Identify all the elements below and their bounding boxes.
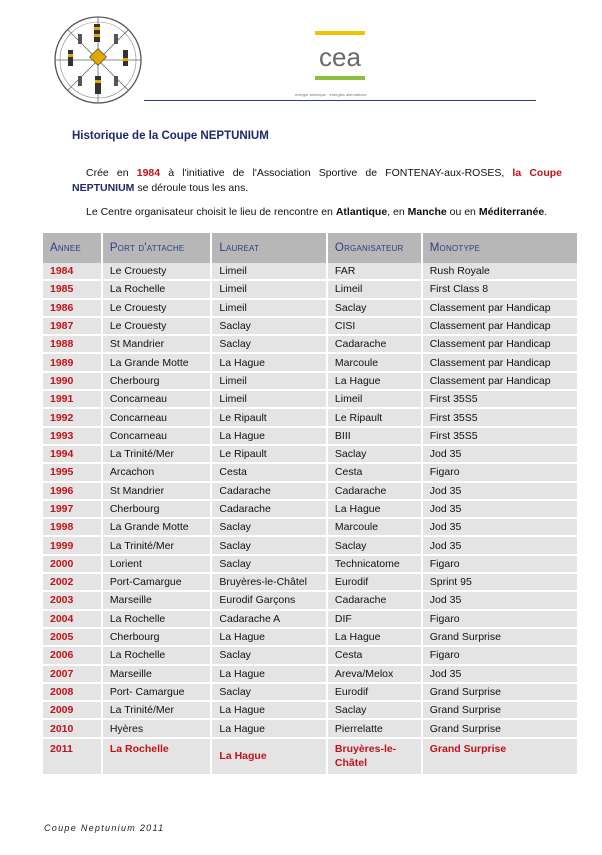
cell-organisateur: Saclay <box>328 300 423 318</box>
cell-laureat: La Hague <box>212 666 328 684</box>
cell-laureat: Cadarache A <box>212 611 328 629</box>
table-row <box>43 629 577 647</box>
cell-monotype: First 35S5 <box>423 409 577 427</box>
cell-port: Port- Camargue <box>103 684 213 702</box>
cell-port: Le Crouesty <box>103 263 213 281</box>
cell-organisateur: Eurodif <box>328 684 423 702</box>
cea-logo-text: cea <box>319 42 361 72</box>
cell-laureat: Limeil <box>212 281 328 299</box>
table-row <box>43 409 577 427</box>
cell-year: 2002 <box>43 574 103 592</box>
cell-organisateur: Saclay <box>328 446 423 464</box>
cell-monotype: Jod 35 <box>423 519 577 537</box>
cell-year: 2000 <box>43 556 103 574</box>
col-header-organisateur: Organisateur <box>328 233 423 263</box>
cell-monotype: Classement par Handicap <box>423 336 577 354</box>
cell-year: 2009 <box>43 702 103 720</box>
cell-year: 1989 <box>43 354 103 372</box>
cell-monotype: Jod 35 <box>423 483 577 501</box>
cell-laureat: Le Ripault <box>212 409 328 427</box>
cell-organisateur: Le Ripault <box>328 409 423 427</box>
cell-organisateur: Limeil <box>328 391 423 409</box>
cell-monotype: Sprint 95 <box>423 574 577 592</box>
table-row <box>43 574 577 592</box>
cell-monotype: Classement par Handicap <box>423 300 577 318</box>
cea-logo <box>285 28 395 100</box>
table-row <box>43 281 577 299</box>
cell-monotype: Classement par Handicap <box>423 354 577 372</box>
page-title: Historique de la Coupe NEPTUNIUM <box>72 130 269 142</box>
cell-year: 1987 <box>43 318 103 336</box>
table-row <box>43 592 577 610</box>
cell-monotype: First Class 8 <box>423 281 577 299</box>
cell-monotype: Jod 35 <box>423 666 577 684</box>
cell-port: Concarneau <box>103 428 213 446</box>
cell-year: 1998 <box>43 519 103 537</box>
cell-year: 1988 <box>43 336 103 354</box>
cell-port: La Trinité/Mer <box>103 702 213 720</box>
cell-port: Cherbourg <box>103 373 213 391</box>
cell-port: Hyères <box>103 720 213 738</box>
cell-organisateur: BIII <box>328 428 423 446</box>
cell-monotype: Grand Surprise <box>423 684 577 702</box>
history-table <box>43 233 577 776</box>
neptunium-emblem-logo <box>52 14 144 106</box>
cea-tagline: énergie atomique · énergies alternatives <box>295 92 367 97</box>
cell-monotype: Figaro <box>423 556 577 574</box>
cell-monotype: Grand Surprise <box>423 629 577 647</box>
table-row <box>43 702 577 720</box>
cell-organisateur: Marcoule <box>328 354 423 372</box>
cell-laureat: La Hague <box>212 428 328 446</box>
cell-year: 1999 <box>43 537 103 555</box>
table-row <box>43 556 577 574</box>
cell-laureat: Saclay <box>212 684 328 702</box>
cell-organisateur: Areva/Melox <box>328 666 423 684</box>
cell-organisateur: DIF <box>328 611 423 629</box>
cell-laureat: Limeil <box>212 373 328 391</box>
cell-port: La Rochelle <box>103 647 213 665</box>
cell-year: 1994 <box>43 446 103 464</box>
table-row <box>43 391 577 409</box>
table-row-current <box>43 739 577 776</box>
cell-year: 2007 <box>43 666 103 684</box>
cell-laureat: Cadarache <box>212 483 328 501</box>
cell-monotype: First 35S5 <box>423 391 577 409</box>
table-row <box>43 537 577 555</box>
cell-organisateur: La Hague <box>328 629 423 647</box>
cell-port: Concarneau <box>103 409 213 427</box>
cell-monotype: First 35S5 <box>423 428 577 446</box>
cell-organisateur: Cadarache <box>328 336 423 354</box>
cell-laureat: La Hague <box>212 720 328 738</box>
cell-laureat: Saclay <box>212 519 328 537</box>
cell-organisateur: La Hague <box>328 373 423 391</box>
cell-monotype: Classement par Handicap <box>423 373 577 391</box>
cell-laureat: La Hague <box>212 739 328 776</box>
col-header-annee: Annee <box>43 233 103 263</box>
cell-organisateur: Marcoule <box>328 519 423 537</box>
cell-organisateur: Eurodif <box>328 574 423 592</box>
cell-monotype: Figaro <box>423 611 577 629</box>
cell-laureat: La Hague <box>212 629 328 647</box>
cell-organisateur: Technicatome <box>328 556 423 574</box>
cell-year: 2003 <box>43 592 103 610</box>
table-row <box>43 464 577 482</box>
cell-organisateur: Bruyères-le-Châtel <box>328 739 423 776</box>
cell-monotype: Jod 35 <box>423 501 577 519</box>
cell-year: 2008 <box>43 684 103 702</box>
cell-organisateur: Cesta <box>328 464 423 482</box>
table-row <box>43 318 577 336</box>
cell-year: 2010 <box>43 720 103 738</box>
cell-year: 2004 <box>43 611 103 629</box>
cell-laureat: Cadarache <box>212 501 328 519</box>
table-row <box>43 354 577 372</box>
cell-port: La Grande Motte <box>103 354 213 372</box>
cell-monotype: Grand Surprise <box>423 702 577 720</box>
cell-port: Marseille <box>103 592 213 610</box>
cell-year: 2005 <box>43 629 103 647</box>
table-row <box>43 446 577 464</box>
cell-monotype: Classement par Handicap <box>423 318 577 336</box>
cell-organisateur: Saclay <box>328 702 423 720</box>
cell-organisateur: Limeil <box>328 281 423 299</box>
cell-port: Lorient <box>103 556 213 574</box>
col-header-port: Port d'attache <box>103 233 213 263</box>
cell-laureat: Saclay <box>212 556 328 574</box>
cell-laureat: Saclay <box>212 647 328 665</box>
col-header-monotype: Monotype <box>423 233 577 263</box>
cell-year: 1991 <box>43 391 103 409</box>
cell-laureat: La Hague <box>212 702 328 720</box>
cell-port: Marseille <box>103 666 213 684</box>
cell-port: St Mandrier <box>103 336 213 354</box>
cell-year: 1993 <box>43 428 103 446</box>
table-header-row <box>43 233 577 263</box>
cell-port: St Mandrier <box>103 483 213 501</box>
table-row <box>43 647 577 665</box>
cell-year: 1985 <box>43 281 103 299</box>
cell-organisateur: Cadarache <box>328 592 423 610</box>
cell-year: 2006 <box>43 647 103 665</box>
cell-monotype: Grand Surprise <box>423 720 577 738</box>
cell-monotype: Grand Surprise <box>423 739 577 776</box>
cell-year: 2011 <box>43 739 103 776</box>
table-row <box>43 666 577 684</box>
cell-laureat: Eurodif Garçons <box>212 592 328 610</box>
cell-laureat: Saclay <box>212 537 328 555</box>
cell-laureat: Saclay <box>212 336 328 354</box>
cell-year: 1995 <box>43 464 103 482</box>
cell-organisateur: La Hague <box>328 501 423 519</box>
cell-organisateur: Cesta <box>328 647 423 665</box>
cell-port: Le Crouesty <box>103 300 213 318</box>
cell-port: La Grande Motte <box>103 519 213 537</box>
cell-monotype: Rush Royale <box>423 263 577 281</box>
cell-port: Le Crouesty <box>103 318 213 336</box>
cell-monotype: Figaro <box>423 647 577 665</box>
cell-year: 1992 <box>43 409 103 427</box>
table-row <box>43 611 577 629</box>
table-row <box>43 720 577 738</box>
cell-laureat: Limeil <box>212 300 328 318</box>
cell-monotype: Figaro <box>423 464 577 482</box>
cell-year: 1986 <box>43 300 103 318</box>
cell-port: La Rochelle <box>103 739 213 776</box>
cell-organisateur: CISI <box>328 318 423 336</box>
table-row <box>43 501 577 519</box>
intro-paragraph-2: Le Centre organisateur choisit le lieu de rencontre en Atlantique, en Manche ou en Méditerranée. <box>86 206 548 218</box>
intro-paragraph-1: Crée en 1984 à l'initiative de l'Association Sportive de FONTENAY-aux-ROSES, la Coupe NEPTUNIUM se déroule tous les ans. <box>72 167 562 194</box>
cell-port: Cherbourg <box>103 629 213 647</box>
cell-monotype: Jod 35 <box>423 592 577 610</box>
table-row <box>43 519 577 537</box>
cell-port: La Rochelle <box>103 281 213 299</box>
cell-year: 1997 <box>43 501 103 519</box>
table-row <box>43 483 577 501</box>
cell-laureat: Cesta <box>212 464 328 482</box>
cell-laureat: Bruyères-le-Châtel <box>212 574 328 592</box>
cell-organisateur: Pierrelatte <box>328 720 423 738</box>
page-footer: Coupe Neptunium 2011 <box>44 823 165 833</box>
cell-year: 1990 <box>43 373 103 391</box>
cell-port: Port-Camargue <box>103 574 213 592</box>
cell-laureat: Limeil <box>212 263 328 281</box>
cell-year: 1984 <box>43 263 103 281</box>
table-row <box>43 428 577 446</box>
cell-port: Cherbourg <box>103 501 213 519</box>
col-header-laureat: Laureat <box>212 233 328 263</box>
table-row <box>43 684 577 702</box>
table-row <box>43 263 577 281</box>
cell-laureat: Le Ripault <box>212 446 328 464</box>
cell-organisateur: FAR <box>328 263 423 281</box>
cell-port: Concarneau <box>103 391 213 409</box>
table-row <box>43 336 577 354</box>
table-row <box>43 373 577 391</box>
cell-monotype: Jod 35 <box>423 446 577 464</box>
cell-port: Arcachon <box>103 464 213 482</box>
cell-year: 1996 <box>43 483 103 501</box>
cell-laureat: Limeil <box>212 391 328 409</box>
cell-laureat: La Hague <box>212 354 328 372</box>
cell-organisateur: Saclay <box>328 537 423 555</box>
header-divider <box>144 100 536 101</box>
cell-organisateur: Cadarache <box>328 483 423 501</box>
table-row <box>43 300 577 318</box>
cell-port: La Rochelle <box>103 611 213 629</box>
cell-port: La Trinité/Mer <box>103 446 213 464</box>
cell-port: La Trinité/Mer <box>103 537 213 555</box>
cell-laureat: Saclay <box>212 318 328 336</box>
cell-monotype: Jod 35 <box>423 537 577 555</box>
